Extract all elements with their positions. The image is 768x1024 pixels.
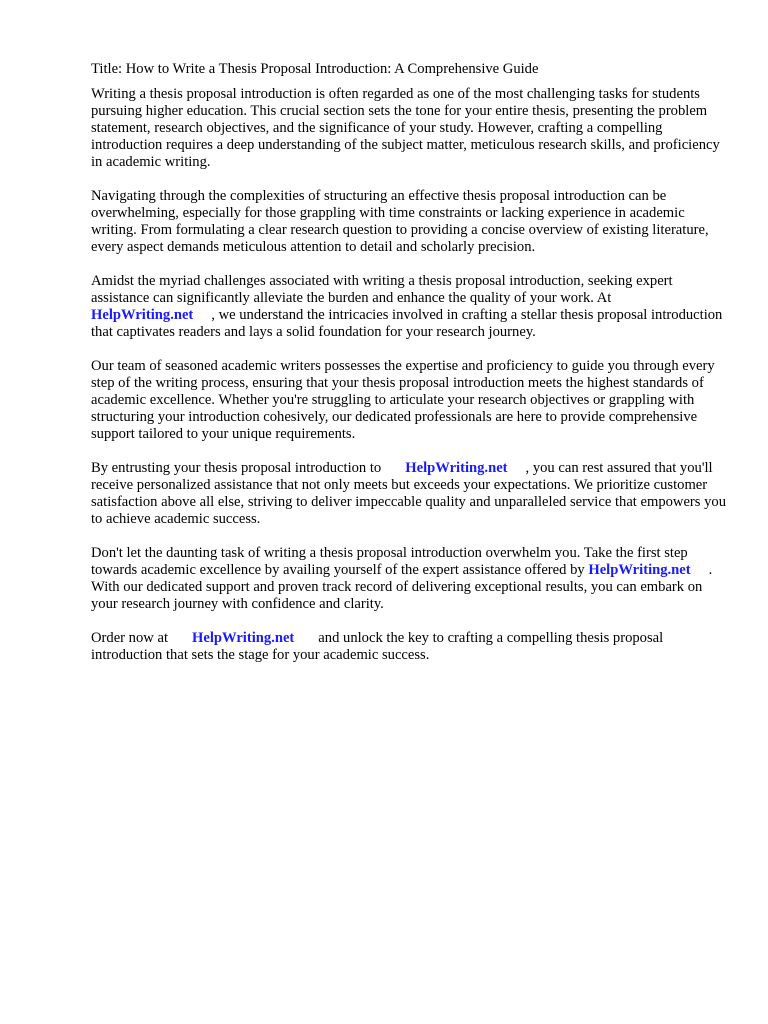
document-title: Title: How to Write a Thesis Proposal Introduction: A Comprehensive Guide (91, 61, 539, 77)
helpwriting-link[interactable]: HelpWriting.net (192, 630, 295, 646)
paragraph-4: Our team of seasoned academic writers possesses the expertise and proficiency to guide you through every step of the writing process, ensuring that your thesis proposal introduction meets the highest standards of academic excellence. Whether you're struggling to articulate your research objectives or grappling with structuring your introduction cohesively, our dedicated professionals are here to provide comprehensive support tailored to your unique requirements. (91, 358, 715, 442)
paragraph-3 (91, 273, 731, 341)
paragraph-7 (91, 630, 731, 664)
helpwriting-link[interactable]: HelpWriting.net (588, 562, 691, 578)
helpwriting-link[interactable]: HelpWriting.net (405, 460, 508, 476)
paragraph-7-text-before: Order now at (91, 630, 168, 646)
paragraph-6-text-after: . With our dedicated support and proven track record of delivering exceptional results, you can embark on your research journey with confidence and clarity. (91, 562, 713, 612)
paragraph-2: Navigating through the complexities of structuring an effective thesis proposal introduction can be overwhelming, especially for those grappling with time constraints or lacking experience in academic writing. From formulating a clear research question to providing a concise overview of existing literature, every aspect demands meticulous attention to detail and scholarly precision. (91, 188, 709, 255)
helpwriting-link[interactable]: HelpWriting.net (91, 307, 194, 323)
paragraph-5 (91, 460, 731, 528)
paragraph-3-text-before: Amidst the myriad challenges associated with writing a thesis proposal introduction, seeking expert assistance can significantly alleviate the burden and enhance the quality of your work. At (91, 273, 673, 306)
paragraph-3-text-after: , we understand the intricacies involved in crafting a stellar thesis proposal introduction that captivates readers and lays a solid foundation for your research journey. (91, 307, 723, 340)
paragraph-7-text-after: and unlock the key to crafting a compelling thesis proposal introduction that sets the stage for your academic success. (91, 630, 664, 663)
paragraph-5-text-before: By entrusting your thesis proposal introduction to (91, 460, 382, 476)
document-page (91, 61, 731, 681)
paragraph-5-text-after: , you can rest assured that you'll receive personalized assistance that not only meets but exceeds your expectations. We prioritize customer satisfaction above all else, striving to deliver impeccable quality and unparalleled service that empowers you to achieve academic success. (91, 460, 727, 527)
paragraph-1: Writing a thesis proposal introduction is often regarded as one of the most challenging tasks for students pursuing higher education. This crucial section sets the tone for your entire thesis, presenting the problem statement, research objectives, and the significance of your study. However, crafting a compelling introduction requires a deep understanding of the subject matter, meticulous research skills, and proficiency in academic writing. (91, 86, 720, 170)
paragraph-6 (91, 545, 731, 613)
paragraph-6-text-before: Don't let the daunting task of writing a thesis proposal introduction overwhelm you. Take the first step towards academic excellence by availing yourself of the expert assistance offered by (91, 545, 688, 578)
